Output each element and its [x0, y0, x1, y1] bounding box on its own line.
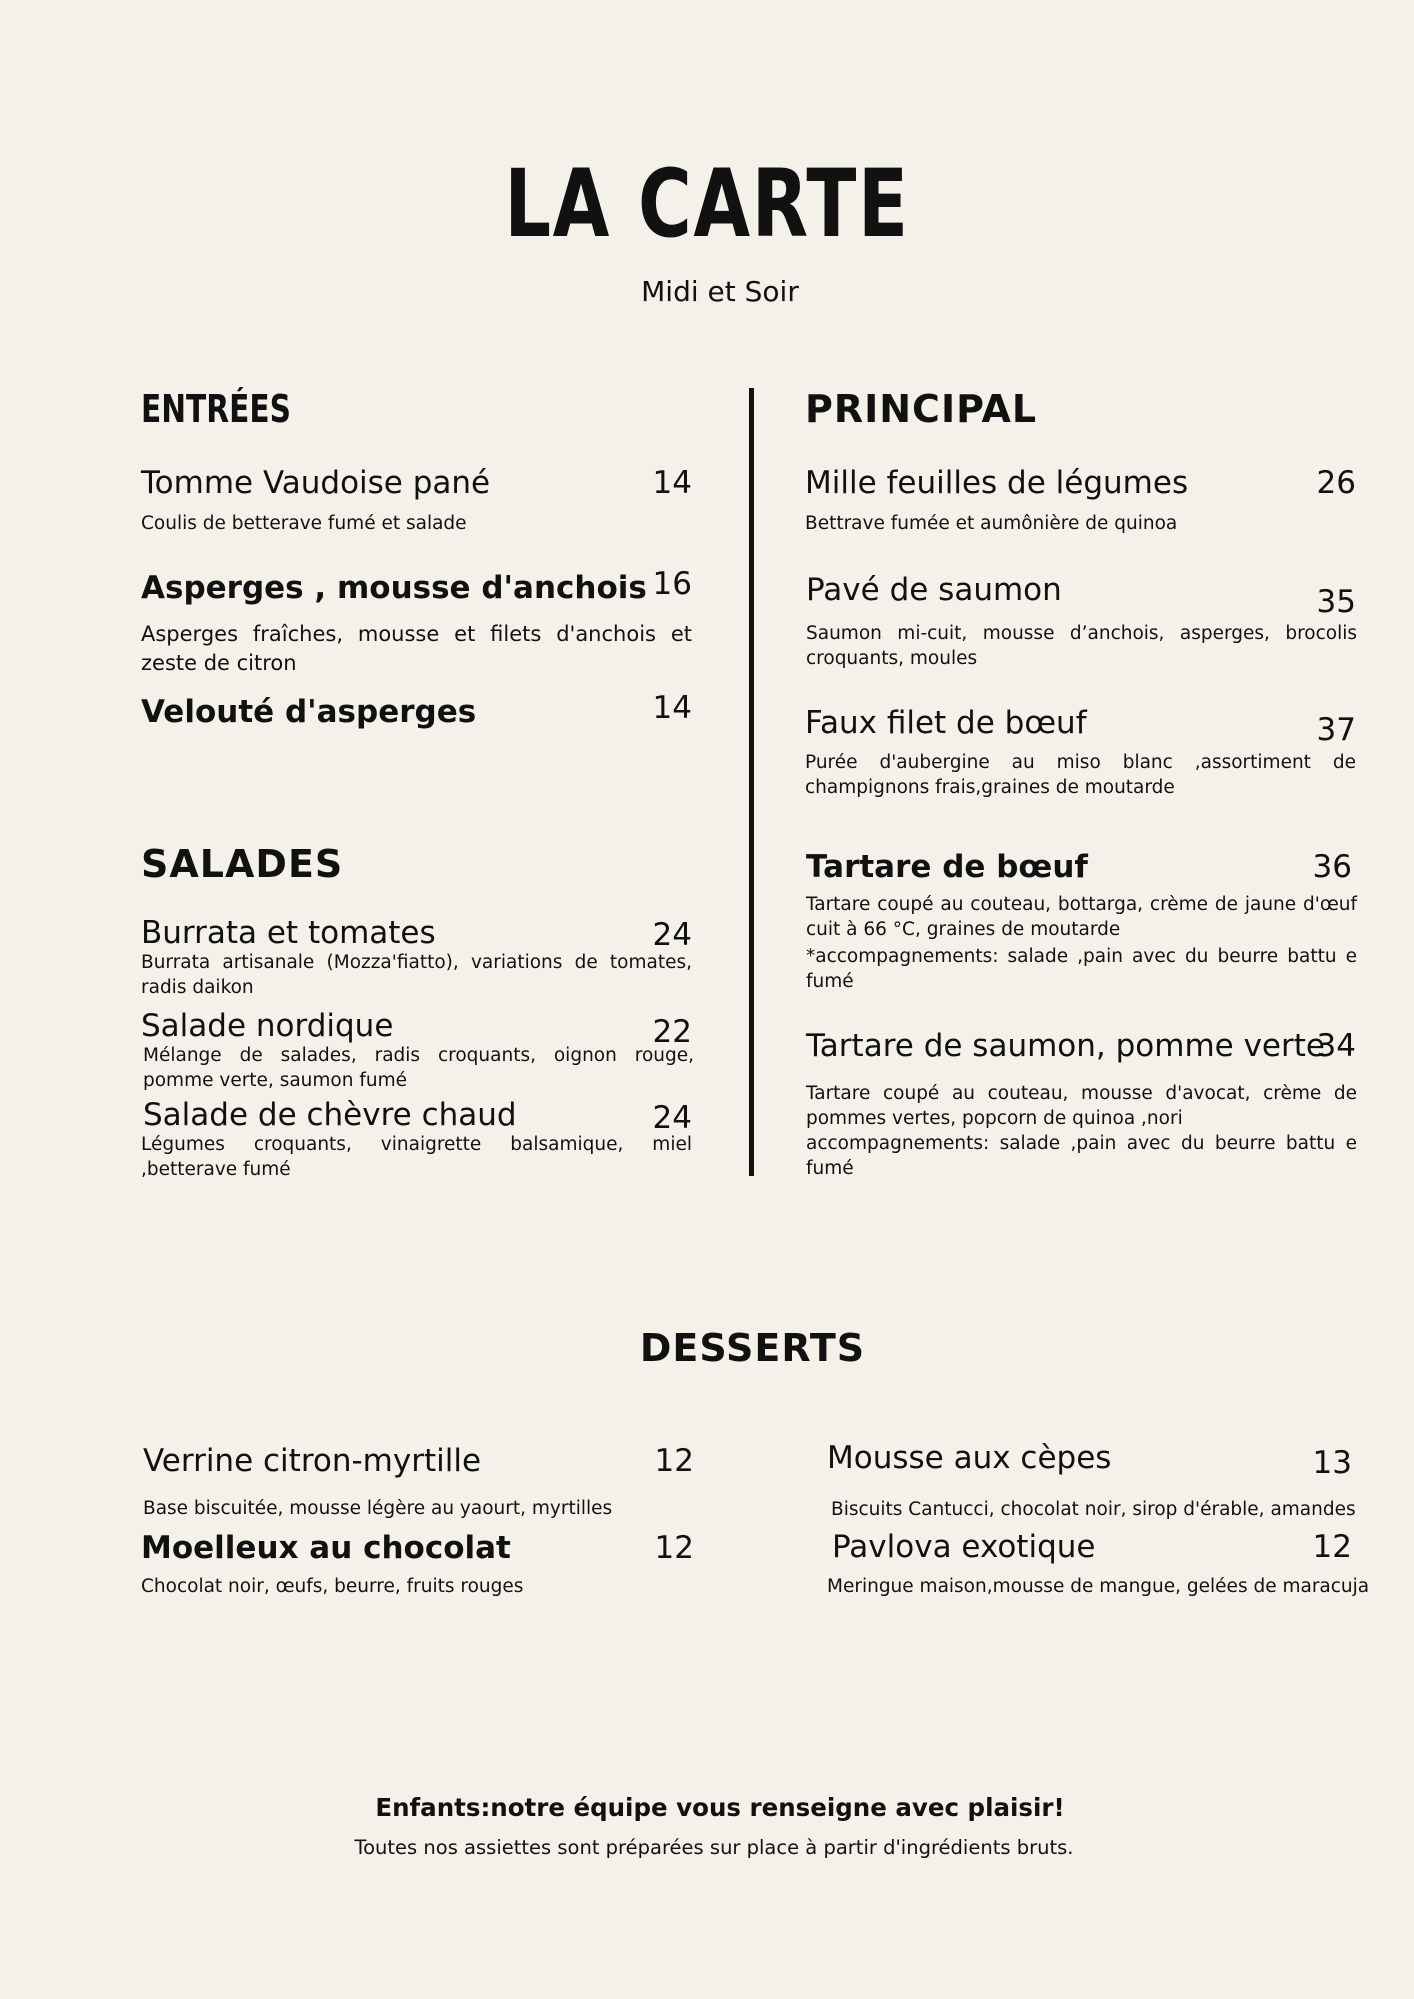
menu-item-name: Salade de chèvre chaud	[143, 1097, 517, 1133]
footer-children-note: Enfants:notre équipe vous renseigne avec plaisir!	[375, 1793, 1065, 1822]
menu-item-price: 13	[1312, 1445, 1352, 1481]
menu-item-name: Verrine citron-myrtille	[143, 1443, 482, 1479]
menu-item-price: 14	[652, 465, 692, 501]
menu-item-description: Biscuits Cantucci, chocolat noir, sirop d'érable, amandes	[831, 1499, 1356, 1520]
menu-item-name: Pavlova exotique	[832, 1529, 1096, 1565]
menu-item-description: Mélange de salades, radis croquants, oignon rouge, pomme verte, saumon fumé	[143, 1045, 694, 1091]
menu-item-description: Chocolat noir, œufs, beurre, fruits rouges	[141, 1576, 524, 1597]
menu-item-price: 26	[1316, 465, 1356, 501]
menu-item-description: Saumon mi-cuit, mousse d’anchois, asperges, brocolis croquants, moules	[806, 623, 1357, 669]
menu-item-description: Coulis de betterave fumé et salade	[141, 513, 467, 534]
menu-item-description: Asperges fraîches, mousse et filets d'anchois et zeste de citron	[141, 622, 692, 675]
menu-item-price: 37	[1316, 712, 1356, 748]
menu-item-name: Tartare de saumon, pomme verte	[806, 1028, 1325, 1064]
menu-item-description: Légumes croquants, vinaigrette balsamique, miel ,betterave fumé	[141, 1134, 692, 1180]
menu-item-price: 22	[652, 1014, 692, 1050]
menu-item-description: Meringue maison,mousse de mangue, gelées de maracuja	[827, 1576, 1370, 1597]
menu-item-price: 24	[652, 1100, 692, 1136]
menu-item-note: *accompagnements: salade ,pain avec du beurre battu e fumé	[806, 946, 1357, 992]
menu-item-name: Pavé de saumon	[806, 572, 1062, 608]
salades-heading: SALADES	[141, 842, 344, 886]
menu-item-name: Faux filet de bœuf	[805, 705, 1087, 741]
menu-item-price: 24	[652, 917, 692, 953]
principal-heading: PRINCIPAL	[805, 387, 1038, 431]
menu-item-name: Salade nordique	[141, 1008, 394, 1044]
menu-item-price: 12	[654, 1443, 694, 1479]
menu-item-price: 16	[652, 566, 692, 602]
menu-item-description: Tartare coupé au couteau, bottarga, crème de jaune d'œuf cuit à 66 °C, graines de moutarde	[806, 894, 1357, 940]
menu-item-name: Velouté d'asperges	[141, 694, 477, 730]
page-subtitle: Midi et Soir	[641, 275, 799, 308]
menu-item-name: Mille feuilles de légumes	[805, 465, 1189, 501]
menu-item-price: 12	[1312, 1529, 1352, 1565]
column-divider	[749, 388, 754, 1176]
menu-item-price: 36	[1312, 849, 1352, 885]
menu-item-name: Burrata et tomates	[141, 915, 436, 951]
menu-item-description: Base biscuitée, mousse légère au yaourt, myrtilles	[143, 1498, 613, 1519]
footer-ingredients-note: Toutes nos assiettes sont préparées sur place à partir d'ingrédients bruts.	[354, 1836, 1074, 1859]
menu-item-description: Tartare coupé au couteau, mousse d'avocat, crème de pommes vertes, popcorn de quinoa ,nori	[806, 1083, 1357, 1129]
menu-item-price: 14	[652, 690, 692, 726]
page-title: LA CARTE	[504, 150, 910, 259]
menu-item-name: Moelleux au chocolat	[141, 1530, 511, 1566]
menu-item-price: 12	[654, 1530, 694, 1566]
menu-item-price: 34	[1316, 1028, 1356, 1064]
menu-item-description: Bettrave fumée et aumônière de quinoa	[805, 513, 1178, 534]
menu-item-description: Purée d'aubergine au miso blanc ,assortiment de champignons frais,graines de moutarde	[805, 752, 1356, 798]
menu-item-note: accompagnements: salade ,pain avec du beurre battu e fumé	[806, 1133, 1357, 1179]
menu-item-description: Burrata artisanale (Mozza'fiatto), variations de tomates, radis daikon	[141, 952, 692, 998]
menu-item-price: 35	[1316, 584, 1356, 620]
desserts-heading: DESSERTS	[639, 1326, 866, 1370]
menu-item-name: Asperges , mousse d'anchois	[141, 570, 647, 606]
menu-item-name: Tomme Vaudoise pané	[141, 465, 491, 501]
menu-item-name: Tartare de bœuf	[806, 849, 1088, 885]
entrees-heading: ENTRÉES	[141, 387, 291, 431]
menu-item-name: Mousse aux cèpes	[827, 1440, 1112, 1476]
